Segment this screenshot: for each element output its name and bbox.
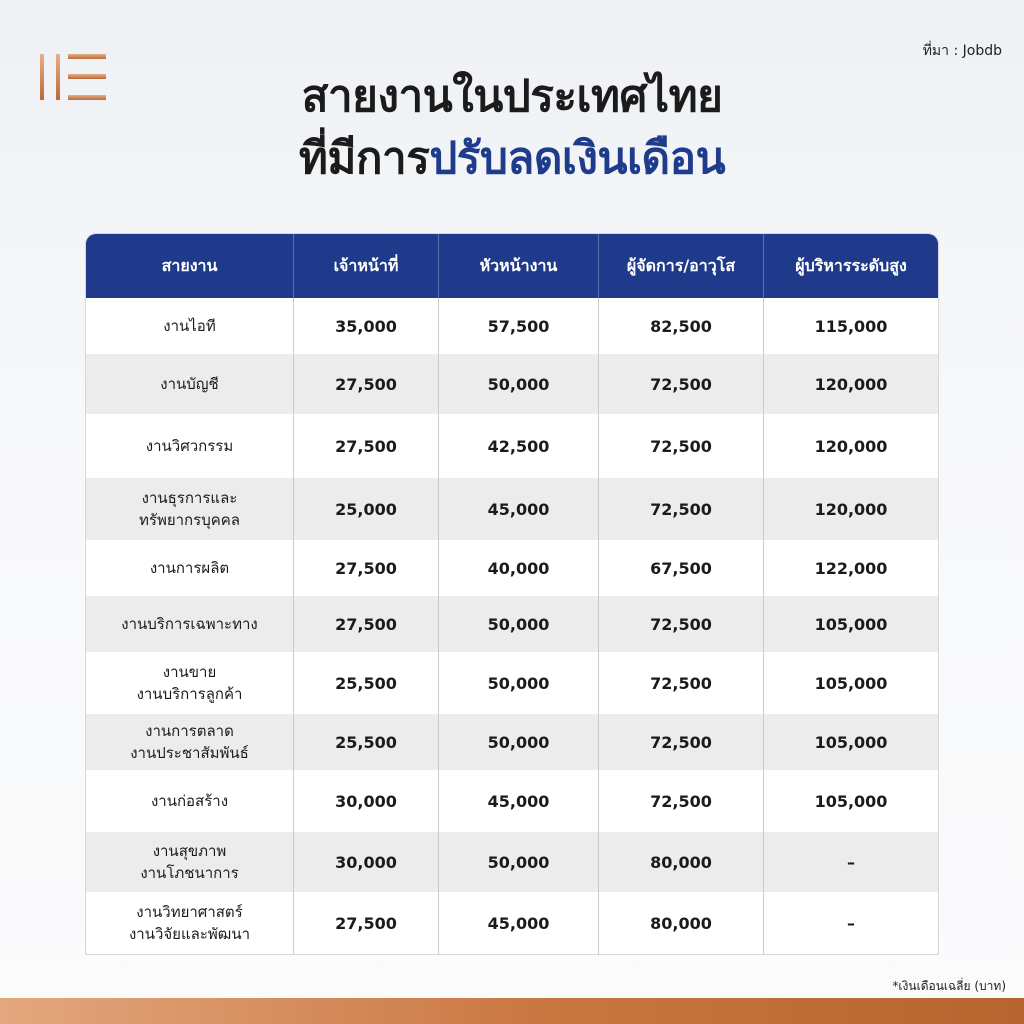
manager-salary-cell: 72,500	[599, 652, 764, 714]
footnote: *เงินเดือนเฉลี่ย (บาท)	[892, 979, 1006, 993]
executive-salary-cell: –	[847, 852, 855, 872]
career-field-label: งานไอที	[163, 317, 216, 335]
table-row	[86, 892, 938, 954]
manager-salary-cell: 82,500	[599, 298, 764, 354]
table-row	[86, 832, 938, 892]
career-field-label: งานการตลาด	[145, 722, 234, 740]
source-label: ที่มา : Jobdb	[922, 43, 1002, 59]
table-row	[86, 652, 938, 714]
career-field-cell	[86, 354, 294, 414]
manager-salary-cell: 72,500	[599, 714, 764, 770]
table-row	[86, 354, 938, 414]
manager-salary-cell: 72,500	[599, 414, 764, 478]
header-executive: ผู้บริหารระดับสูง	[795, 255, 907, 275]
career-field-label: งานขาย	[162, 663, 217, 681]
supervisor-salary-cell: 42,500	[439, 414, 599, 478]
executive-salary-cell: 105,000	[814, 673, 888, 693]
executive-salary-cell: 120,000	[814, 374, 888, 394]
header-manager: ผู้จัดการ/อาวุโส	[599, 234, 764, 298]
manager-salary-cell: 72,500	[599, 596, 764, 652]
header-officer: เจ้าหน้าที่	[294, 234, 439, 298]
supervisor-salary-cell: 50,000	[439, 652, 599, 714]
career-field-cell	[86, 478, 294, 540]
table-body	[86, 298, 938, 954]
title-line-1: สายงานในประเทศไทย	[301, 71, 723, 122]
career-field-label: งานก่อสร้าง	[150, 792, 229, 810]
title-line-2-prefix: ที่มีการ	[298, 133, 430, 184]
officer-salary-cell: 27,500	[294, 540, 439, 596]
career-field-label: งานการผลิต	[149, 559, 230, 577]
career-field-label: งานบริการเฉพาะทาง	[121, 615, 258, 633]
officer-salary-cell: 27,500	[294, 892, 439, 954]
executive-salary-cell: 120,000	[814, 436, 888, 456]
supervisor-salary-cell: 50,000	[439, 714, 599, 770]
table-row	[86, 298, 938, 354]
title-line-2	[0, 128, 1024, 190]
table-row	[86, 414, 938, 478]
page-title	[0, 66, 1024, 190]
supervisor-salary-cell: 45,000	[439, 478, 599, 540]
officer-salary-cell: 25,000	[294, 478, 439, 540]
manager-salary-cell: 72,500	[599, 770, 764, 832]
officer-salary-cell: 30,000	[294, 770, 439, 832]
executive-salary-cell: 105,000	[814, 732, 888, 752]
career-field-cell	[86, 298, 294, 354]
career-field-cell	[86, 652, 294, 714]
career-field-label: งานบัญชี	[160, 375, 219, 393]
table-row	[86, 540, 938, 596]
bottom-accent-bar	[0, 998, 1024, 1024]
career-field-cell	[86, 892, 294, 954]
table-header	[86, 234, 938, 298]
table-row	[86, 714, 938, 770]
manager-salary-cell: 80,000	[599, 892, 764, 954]
career-field-label: งานบริการลูกค้า	[136, 685, 243, 703]
executive-salary-cell: 105,000	[814, 614, 888, 634]
executive-salary-cell: 120,000	[814, 499, 888, 519]
career-field-label: งานโภชนาการ	[140, 864, 239, 882]
table-row	[86, 478, 938, 540]
career-field-cell	[86, 770, 294, 832]
manager-salary-cell: 67,500	[599, 540, 764, 596]
career-field-label: ทรัพยากรบุคคล	[139, 511, 240, 529]
officer-salary-cell: 27,500	[294, 414, 439, 478]
officer-salary-cell: 25,500	[294, 652, 439, 714]
table-row	[86, 770, 938, 832]
manager-salary-cell: 72,500	[599, 478, 764, 540]
manager-salary-cell: 80,000	[599, 832, 764, 892]
career-field-cell	[86, 832, 294, 892]
career-field-cell	[86, 414, 294, 478]
officer-salary-cell: 27,500	[294, 596, 439, 652]
career-field-cell	[86, 714, 294, 770]
officer-salary-cell: 35,000	[294, 298, 439, 354]
supervisor-salary-cell: 45,000	[439, 892, 599, 954]
officer-salary-cell: 25,500	[294, 714, 439, 770]
career-field-cell	[86, 596, 294, 652]
supervisor-salary-cell: 45,000	[439, 770, 599, 832]
supervisor-salary-cell: 50,000	[439, 596, 599, 652]
supervisor-salary-cell: 50,000	[439, 354, 599, 414]
executive-salary-cell: 122,000	[814, 558, 888, 578]
supervisor-salary-cell: 40,000	[439, 540, 599, 596]
salary-table	[86, 234, 938, 954]
header-career-field: สายงาน	[86, 234, 294, 298]
career-field-label: งานสุขภาพ	[152, 842, 227, 860]
executive-salary-cell: 115,000	[814, 316, 888, 336]
career-field-label: งานวิศวกรรม	[145, 437, 234, 455]
officer-salary-cell: 30,000	[294, 832, 439, 892]
career-field-label: งานวิจัยและพัฒนา	[128, 925, 251, 943]
executive-salary-cell: 105,000	[814, 791, 888, 811]
career-field-label: งานวิทยาศาสตร์	[136, 903, 243, 921]
manager-salary-cell: 72,500	[599, 354, 764, 414]
career-field-label: งานธุรการและ	[141, 489, 238, 507]
career-field-cell	[86, 540, 294, 596]
career-field-label: งานประชาสัมพันธ์	[130, 744, 249, 762]
title-highlight: ปรับลดเงินเดือน	[429, 133, 726, 184]
table-row	[86, 596, 938, 652]
supervisor-salary-cell: 57,500	[439, 298, 599, 354]
officer-salary-cell: 27,500	[294, 354, 439, 414]
executive-salary-cell: –	[847, 913, 855, 933]
header-supervisor: หัวหน้างาน	[439, 234, 599, 298]
supervisor-salary-cell: 50,000	[439, 832, 599, 892]
